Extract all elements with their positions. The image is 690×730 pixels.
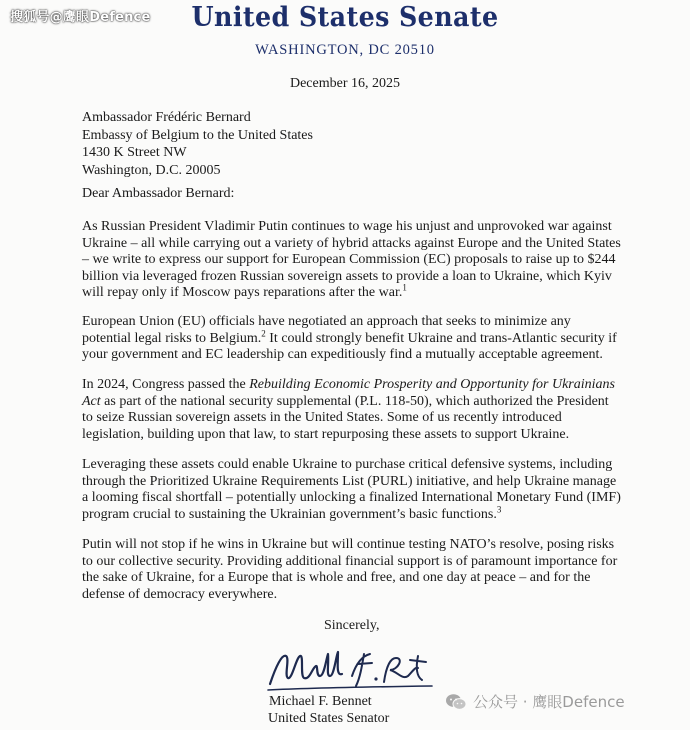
paragraph-text: It could strongly benefit Ukraine and trans-Atlantic security if your government and EC leadership can expeditiously find a mutually acceptable agreement. — [82, 330, 617, 363]
body-paragraph — [82, 314, 622, 364]
recipient-name: Ambassador Frédéric Bernard — [82, 110, 251, 125]
source-watermark-top: 搜狐号@鹰眼Defence — [10, 10, 151, 25]
letter-date: December 16, 2025 — [289, 76, 401, 91]
paragraph-text: European Union (EU) officials have negotiated an approach that seeks to minimize any potential legal risks to Belgium. — [82, 314, 571, 346]
paragraph-text: As Russian President Vladimir Putin continues to wage his unjust and unprovoked war against Ukraine – all while carrying out a variety of hybrid attacks against Europe and the United States – we write to express our support for European Commission (EC) proposals to raise up to $244 billion via leveraged frozen Russian sovereign assets to provide a loan to Ukraine, which Kyiv will repay only if Moscow pays reparations after the war. — [82, 219, 621, 301]
body-paragraph — [82, 537, 622, 603]
handwritten-signature — [266, 646, 436, 694]
act-title: Rebuilding Economic Prosperity and Opportunity for Ukrainians Act — [82, 377, 615, 409]
footnote-mark: 2 — [261, 327, 266, 338]
wechat-watermark — [445, 691, 625, 712]
paragraph-text: Putin will not stop if he wins in Ukraine but will continue testing NATO’s resolve, posing risks to our collective security. Providing additional financial support is of paramount importance for the sake of Ukraine, for a Europe that is whole and free, and one day at peace – and for the defense of democracy everywhere. — [82, 537, 618, 602]
footnote-mark: 1 — [402, 282, 407, 293]
body-paragraph — [82, 457, 622, 523]
recipient-line: Washington, D.C. 20005 — [82, 162, 221, 178]
body-paragraph — [82, 377, 622, 443]
signer-name: Michael F. Bennet — [269, 694, 372, 709]
closing: Sincerely, — [324, 618, 380, 633]
recipient-line: 1430 K Street NW — [82, 145, 187, 160]
recipient-address — [82, 109, 313, 179]
recipient-line: Embassy of Belgium to the United States — [82, 127, 313, 143]
wechat-watermark-text: 公众号 · 鹰眼Defence — [473, 693, 625, 711]
footnote-mark: 3 — [496, 504, 502, 515]
letterhead-location: WASHINGTON, DC 20510 — [255, 42, 435, 58]
paragraph-text: Leveraging these assets could enable Ukraine to purchase critical defensive systems, including through the Prioritized Ukraine Requirements List (PURL) initiative, and help Ukraine manage a looming fiscal shortfall – potentially unlocking a finalized International Monetary Fund (IMF) program crucial to sustaining the Ukrainian government’s basic functions. — [82, 457, 621, 522]
signer-title: United States Senator — [268, 711, 390, 726]
salutation: Dear Ambassador Bernard: — [82, 186, 235, 201]
letterhead-title: United States Senate — [191, 2, 499, 33]
wechat-icon — [445, 693, 467, 711]
body-paragraph — [82, 219, 622, 302]
paragraph-text: In 2024, Congress passed the — [82, 377, 250, 392]
paragraph-text: as part of the national security supplemental (P.L. 118-50), which authorized the President to seize Russian sovereign assets in the United States. Some of us recently introduced legislation, building upon that law, to start repurposing these assets to support Ukraine. — [82, 393, 609, 442]
